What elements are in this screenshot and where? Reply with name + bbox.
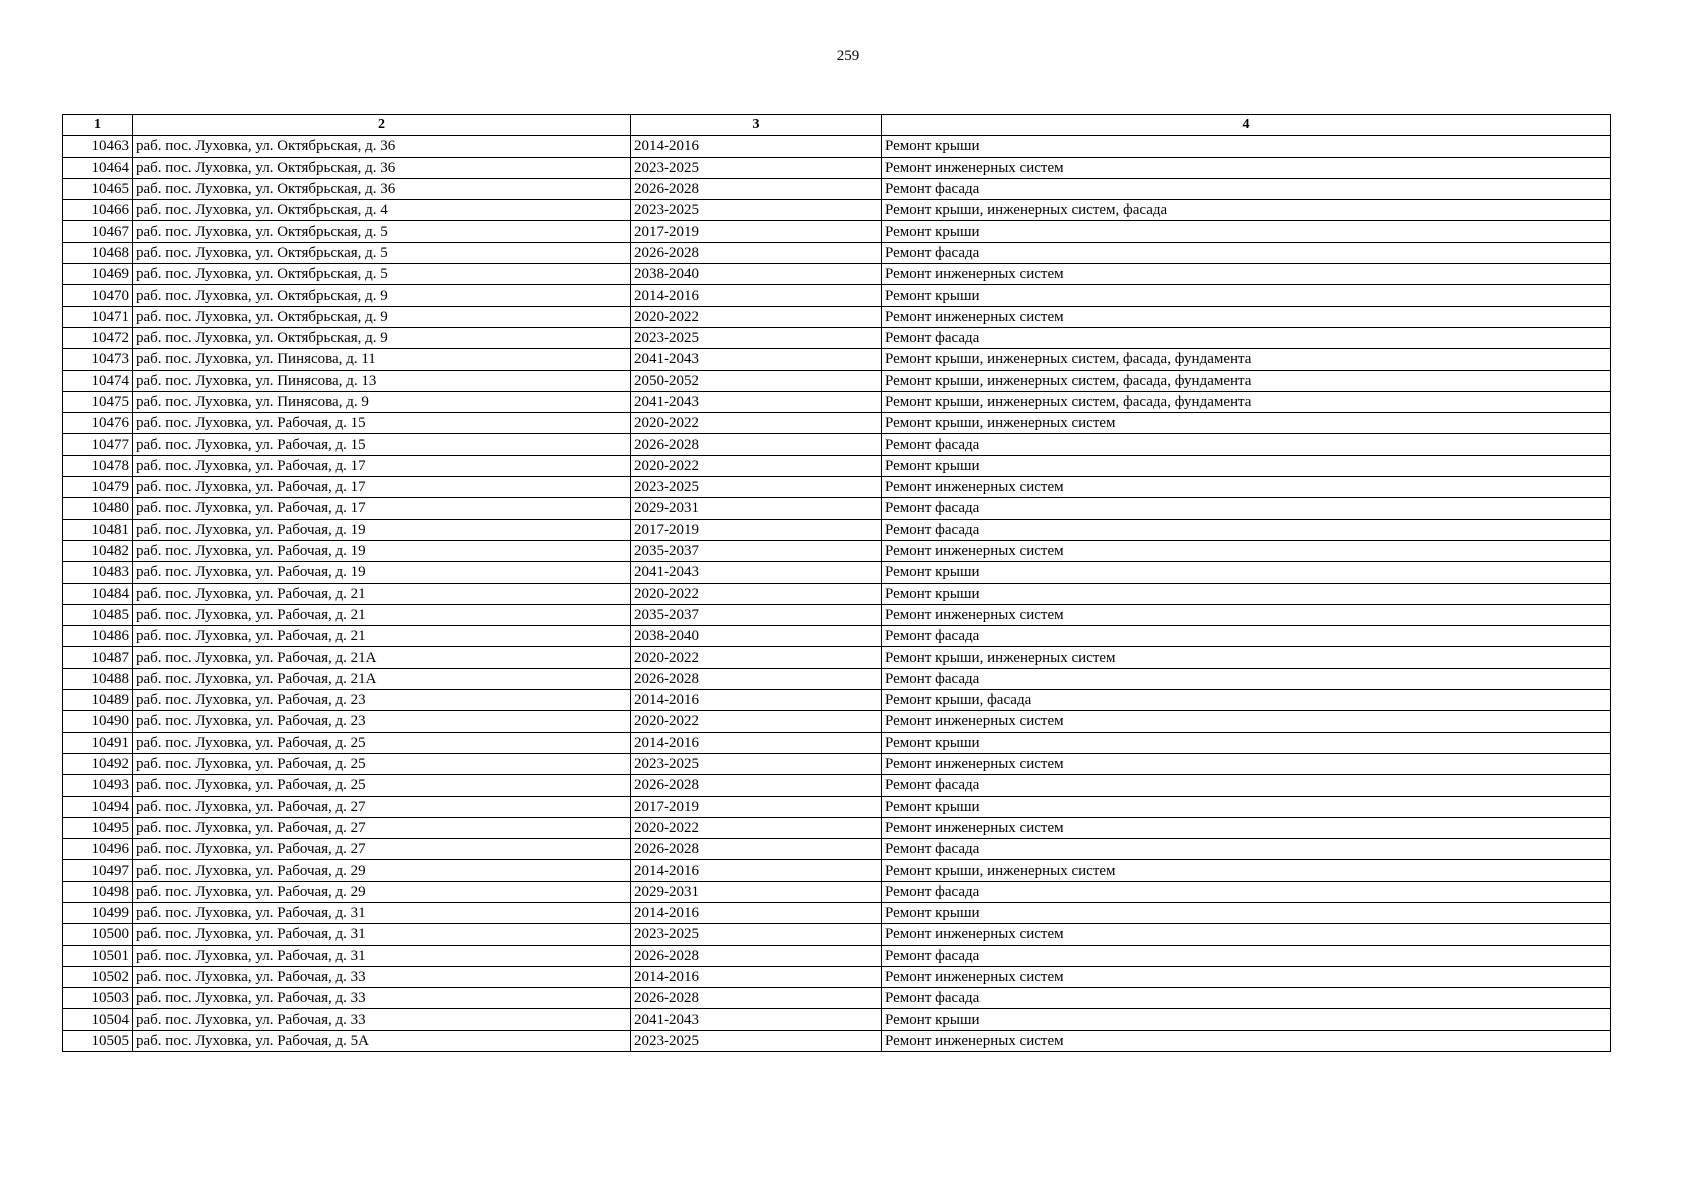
address-cell: раб. пос. Луховка, ул. Октябрьская, д. 4 bbox=[133, 200, 631, 221]
address-cell: раб. пос. Луховка, ул. Рабочая, д. 19 bbox=[133, 540, 631, 561]
work-type-cell: Ремонт фасада bbox=[882, 519, 1611, 540]
table-row bbox=[63, 902, 1611, 923]
work-type-cell: Ремонт инженерных систем bbox=[882, 264, 1611, 285]
address-cell: раб. пос. Луховка, ул. Рабочая, д. 25 bbox=[133, 753, 631, 774]
table-row bbox=[63, 711, 1611, 732]
table-row bbox=[63, 881, 1611, 902]
address-cell: раб. пос. Луховка, ул. Рабочая, д. 17 bbox=[133, 498, 631, 519]
table-row bbox=[63, 583, 1611, 604]
row-number-cell: 10490 bbox=[63, 711, 133, 732]
row-number-cell: 10488 bbox=[63, 668, 133, 689]
row-number-cell: 10474 bbox=[63, 370, 133, 391]
row-number-cell: 10473 bbox=[63, 349, 133, 370]
table-row bbox=[63, 242, 1611, 263]
address-cell: раб. пос. Луховка, ул. Рабочая, д. 29 bbox=[133, 881, 631, 902]
row-number-cell: 10497 bbox=[63, 860, 133, 881]
row-number-cell: 10476 bbox=[63, 413, 133, 434]
address-cell: раб. пос. Луховка, ул. Рабочая, д. 29 bbox=[133, 860, 631, 881]
period-cell: 2026-2028 bbox=[631, 775, 882, 796]
row-number-cell: 10480 bbox=[63, 498, 133, 519]
table-row bbox=[63, 775, 1611, 796]
row-number-cell: 10487 bbox=[63, 647, 133, 668]
work-type-cell: Ремонт крыши, фасада bbox=[882, 690, 1611, 711]
work-type-cell: Ремонт фасада bbox=[882, 775, 1611, 796]
address-cell: раб. пос. Луховка, ул. Октябрьская, д. 5 bbox=[133, 264, 631, 285]
row-number-cell: 10465 bbox=[63, 178, 133, 199]
period-cell: 2014-2016 bbox=[631, 860, 882, 881]
work-type-cell: Ремонт инженерных систем bbox=[882, 966, 1611, 987]
address-cell: раб. пос. Луховка, ул. Рабочая, д. 21 bbox=[133, 604, 631, 625]
work-type-cell: Ремонт фасада bbox=[882, 626, 1611, 647]
period-cell: 2041-2043 bbox=[631, 349, 882, 370]
row-number-cell: 10478 bbox=[63, 455, 133, 476]
row-number-cell: 10485 bbox=[63, 604, 133, 625]
work-type-cell: Ремонт инженерных систем bbox=[882, 477, 1611, 498]
table-row bbox=[63, 455, 1611, 476]
work-type-cell: Ремонт крыши bbox=[882, 455, 1611, 476]
period-cell: 2041-2043 bbox=[631, 562, 882, 583]
address-cell: раб. пос. Луховка, ул. Рабочая, д. 17 bbox=[133, 455, 631, 476]
row-number-cell: 10475 bbox=[63, 391, 133, 412]
period-cell: 2023-2025 bbox=[631, 200, 882, 221]
table-row bbox=[63, 327, 1611, 348]
table-row bbox=[63, 732, 1611, 753]
address-cell: раб. пос. Луховка, ул. Рабочая, д. 15 bbox=[133, 413, 631, 434]
table-row bbox=[63, 221, 1611, 242]
period-cell: 2014-2016 bbox=[631, 136, 882, 157]
work-type-cell: Ремонт крыши bbox=[882, 796, 1611, 817]
table-row bbox=[63, 860, 1611, 881]
work-type-cell: Ремонт крыши bbox=[882, 1009, 1611, 1030]
address-cell: раб. пос. Луховка, ул. Рабочая, д. 31 bbox=[133, 902, 631, 923]
row-number-cell: 10503 bbox=[63, 988, 133, 1009]
address-cell: раб. пос. Луховка, ул. Рабочая, д. 31 bbox=[133, 924, 631, 945]
address-cell: раб. пос. Луховка, ул. Пинясова, д. 11 bbox=[133, 349, 631, 370]
row-number-cell: 10504 bbox=[63, 1009, 133, 1030]
period-cell: 2023-2025 bbox=[631, 753, 882, 774]
column-header-4: 4 bbox=[882, 115, 1611, 136]
table-row bbox=[63, 562, 1611, 583]
table-row bbox=[63, 306, 1611, 327]
row-number-cell: 10464 bbox=[63, 157, 133, 178]
period-cell: 2017-2019 bbox=[631, 221, 882, 242]
address-cell: раб. пос. Луховка, ул. Рабочая, д. 27 bbox=[133, 796, 631, 817]
table-row bbox=[63, 668, 1611, 689]
period-cell: 2017-2019 bbox=[631, 796, 882, 817]
page-number: 259 bbox=[836, 48, 860, 64]
address-cell: раб. пос. Луховка, ул. Октябрьская, д. 36 bbox=[133, 178, 631, 199]
header-row bbox=[63, 115, 1611, 136]
address-cell: раб. пос. Луховка, ул. Рабочая, д. 31 bbox=[133, 945, 631, 966]
table-row bbox=[63, 477, 1611, 498]
work-type-cell: Ремонт крыши bbox=[882, 136, 1611, 157]
table-row bbox=[63, 966, 1611, 987]
period-cell: 2026-2028 bbox=[631, 839, 882, 860]
table-row bbox=[63, 519, 1611, 540]
address-cell: раб. пос. Луховка, ул. Рабочая, д. 33 bbox=[133, 966, 631, 987]
work-type-cell: Ремонт крыши, инженерных систем, фасада, фундамента bbox=[882, 349, 1611, 370]
repair-schedule-table bbox=[62, 114, 1611, 1052]
column-header-3: 3 bbox=[631, 115, 882, 136]
row-number-cell: 10479 bbox=[63, 477, 133, 498]
table-row bbox=[63, 1030, 1611, 1051]
work-type-cell: Ремонт крыши bbox=[882, 732, 1611, 753]
work-type-cell: Ремонт инженерных систем bbox=[882, 924, 1611, 945]
work-type-cell: Ремонт фасада bbox=[882, 668, 1611, 689]
work-type-cell: Ремонт инженерных систем bbox=[882, 157, 1611, 178]
table-row bbox=[63, 178, 1611, 199]
work-type-cell: Ремонт фасада bbox=[882, 881, 1611, 902]
row-number-cell: 10496 bbox=[63, 839, 133, 860]
address-cell: раб. пос. Луховка, ул. Пинясова, д. 9 bbox=[133, 391, 631, 412]
work-type-cell: Ремонт инженерных систем bbox=[882, 817, 1611, 838]
address-cell: раб. пос. Луховка, ул. Рабочая, д. 15 bbox=[133, 434, 631, 455]
row-number-cell: 10483 bbox=[63, 562, 133, 583]
table-row bbox=[63, 157, 1611, 178]
period-cell: 2038-2040 bbox=[631, 264, 882, 285]
work-type-cell: Ремонт фасада bbox=[882, 839, 1611, 860]
work-type-cell: Ремонт инженерных систем bbox=[882, 604, 1611, 625]
work-type-cell: Ремонт инженерных систем bbox=[882, 1030, 1611, 1051]
row-number-cell: 10494 bbox=[63, 796, 133, 817]
work-type-cell: Ремонт крыши bbox=[882, 583, 1611, 604]
address-cell: раб. пос. Луховка, ул. Рабочая, д. 5А bbox=[133, 1030, 631, 1051]
work-type-cell: Ремонт фасада bbox=[882, 945, 1611, 966]
table-row bbox=[63, 136, 1611, 157]
work-type-cell: Ремонт крыши bbox=[882, 562, 1611, 583]
table-row bbox=[63, 924, 1611, 945]
address-cell: раб. пос. Луховка, ул. Рабочая, д. 33 bbox=[133, 988, 631, 1009]
row-number-cell: 10501 bbox=[63, 945, 133, 966]
work-type-cell: Ремонт крыши, инженерных систем bbox=[882, 647, 1611, 668]
work-type-cell: Ремонт крыши, инженерных систем bbox=[882, 413, 1611, 434]
table-row bbox=[63, 753, 1611, 774]
work-type-cell: Ремонт фасада bbox=[882, 178, 1611, 199]
period-cell: 2020-2022 bbox=[631, 711, 882, 732]
period-cell: 2014-2016 bbox=[631, 966, 882, 987]
work-type-cell: Ремонт крыши, инженерных систем, фасада bbox=[882, 200, 1611, 221]
row-number-cell: 10481 bbox=[63, 519, 133, 540]
row-number-cell: 10500 bbox=[63, 924, 133, 945]
period-cell: 2035-2037 bbox=[631, 604, 882, 625]
table-body bbox=[63, 136, 1611, 1052]
period-cell: 2023-2025 bbox=[631, 924, 882, 945]
address-cell: раб. пос. Луховка, ул. Рабочая, д. 27 bbox=[133, 839, 631, 860]
table-row bbox=[63, 200, 1611, 221]
period-cell: 2050-2052 bbox=[631, 370, 882, 391]
address-cell: раб. пос. Луховка, ул. Рабочая, д. 19 bbox=[133, 519, 631, 540]
address-cell: раб. пос. Луховка, ул. Рабочая, д. 21 bbox=[133, 626, 631, 647]
period-cell: 2020-2022 bbox=[631, 583, 882, 604]
table-row bbox=[63, 647, 1611, 668]
address-cell: раб. пос. Луховка, ул. Рабочая, д. 23 bbox=[133, 690, 631, 711]
table-row bbox=[63, 370, 1611, 391]
table-row bbox=[63, 839, 1611, 860]
period-cell: 2029-2031 bbox=[631, 881, 882, 902]
address-cell: раб. пос. Луховка, ул. Рабочая, д. 17 bbox=[133, 477, 631, 498]
column-header-1: 1 bbox=[63, 115, 133, 136]
table-row bbox=[63, 264, 1611, 285]
work-type-cell: Ремонт инженерных систем bbox=[882, 753, 1611, 774]
period-cell: 2026-2028 bbox=[631, 988, 882, 1009]
row-number-cell: 10498 bbox=[63, 881, 133, 902]
period-cell: 2023-2025 bbox=[631, 327, 882, 348]
work-type-cell: Ремонт инженерных систем bbox=[882, 711, 1611, 732]
address-cell: раб. пос. Луховка, ул. Рабочая, д. 21А bbox=[133, 647, 631, 668]
address-cell: раб. пос. Луховка, ул. Рабочая, д. 25 bbox=[133, 732, 631, 753]
work-type-cell: Ремонт фасада bbox=[882, 988, 1611, 1009]
address-cell: раб. пос. Луховка, ул. Октябрьская, д. 9 bbox=[133, 327, 631, 348]
period-cell: 2014-2016 bbox=[631, 732, 882, 753]
period-cell: 2023-2025 bbox=[631, 1030, 882, 1051]
work-type-cell: Ремонт крыши, инженерных систем, фасада, фундамента bbox=[882, 370, 1611, 391]
period-cell: 2029-2031 bbox=[631, 498, 882, 519]
row-number-cell: 10495 bbox=[63, 817, 133, 838]
row-number-cell: 10470 bbox=[63, 285, 133, 306]
row-number-cell: 10471 bbox=[63, 306, 133, 327]
address-cell: раб. пос. Луховка, ул. Рабочая, д. 19 bbox=[133, 562, 631, 583]
period-cell: 2026-2028 bbox=[631, 945, 882, 966]
period-cell: 2026-2028 bbox=[631, 434, 882, 455]
row-number-cell: 10489 bbox=[63, 690, 133, 711]
work-type-cell: Ремонт крыши bbox=[882, 902, 1611, 923]
table-row bbox=[63, 604, 1611, 625]
address-cell: раб. пос. Луховка, ул. Рабочая, д. 25 bbox=[133, 775, 631, 796]
table-row bbox=[63, 540, 1611, 561]
table-row bbox=[63, 690, 1611, 711]
work-type-cell: Ремонт крыши bbox=[882, 221, 1611, 242]
period-cell: 2035-2037 bbox=[631, 540, 882, 561]
address-cell: раб. пос. Луховка, ул. Пинясова, д. 13 bbox=[133, 370, 631, 391]
period-cell: 2038-2040 bbox=[631, 626, 882, 647]
period-cell: 2020-2022 bbox=[631, 647, 882, 668]
period-cell: 2014-2016 bbox=[631, 902, 882, 923]
period-cell: 2041-2043 bbox=[631, 391, 882, 412]
work-type-cell: Ремонт крыши, инженерных систем bbox=[882, 860, 1611, 881]
table-row bbox=[63, 988, 1611, 1009]
address-cell: раб. пос. Луховка, ул. Октябрьская, д. 36 bbox=[133, 157, 631, 178]
address-cell: раб. пос. Луховка, ул. Рабочая, д. 21А bbox=[133, 668, 631, 689]
row-number-cell: 10469 bbox=[63, 264, 133, 285]
row-number-cell: 10468 bbox=[63, 242, 133, 263]
table-row bbox=[63, 349, 1611, 370]
row-number-cell: 10491 bbox=[63, 732, 133, 753]
work-type-cell: Ремонт фасада bbox=[882, 498, 1611, 519]
table-row bbox=[63, 391, 1611, 412]
period-cell: 2026-2028 bbox=[631, 178, 882, 199]
work-type-cell: Ремонт инженерных систем bbox=[882, 306, 1611, 327]
row-number-cell: 10493 bbox=[63, 775, 133, 796]
row-number-cell: 10466 bbox=[63, 200, 133, 221]
table-header bbox=[63, 115, 1611, 136]
period-cell: 2014-2016 bbox=[631, 690, 882, 711]
row-number-cell: 10499 bbox=[63, 902, 133, 923]
work-type-cell: Ремонт инженерных систем bbox=[882, 540, 1611, 561]
period-cell: 2020-2022 bbox=[631, 455, 882, 476]
row-number-cell: 10502 bbox=[63, 966, 133, 987]
period-cell: 2017-2019 bbox=[631, 519, 882, 540]
period-cell: 2026-2028 bbox=[631, 242, 882, 263]
address-cell: раб. пос. Луховка, ул. Рабочая, д. 33 bbox=[133, 1009, 631, 1030]
column-header-2: 2 bbox=[133, 115, 631, 136]
work-type-cell: Ремонт фасада bbox=[882, 327, 1611, 348]
period-cell: 2020-2022 bbox=[631, 306, 882, 327]
address-cell: раб. пос. Луховка, ул. Рабочая, д. 27 bbox=[133, 817, 631, 838]
row-number-cell: 10472 bbox=[63, 327, 133, 348]
period-cell: 2026-2028 bbox=[631, 668, 882, 689]
period-cell: 2041-2043 bbox=[631, 1009, 882, 1030]
period-cell: 2020-2022 bbox=[631, 817, 882, 838]
row-number-cell: 10484 bbox=[63, 583, 133, 604]
row-number-cell: 10505 bbox=[63, 1030, 133, 1051]
period-cell: 2023-2025 bbox=[631, 477, 882, 498]
table-row bbox=[63, 434, 1611, 455]
row-number-cell: 10467 bbox=[63, 221, 133, 242]
row-number-cell: 10482 bbox=[63, 540, 133, 561]
table-row bbox=[63, 1009, 1611, 1030]
table-row bbox=[63, 945, 1611, 966]
row-number-cell: 10477 bbox=[63, 434, 133, 455]
address-cell: раб. пос. Луховка, ул. Октябрьская, д. 36 bbox=[133, 136, 631, 157]
address-cell: раб. пос. Луховка, ул. Октябрьская, д. 9 bbox=[133, 285, 631, 306]
table-row bbox=[63, 796, 1611, 817]
period-cell: 2020-2022 bbox=[631, 413, 882, 434]
period-cell: 2023-2025 bbox=[631, 157, 882, 178]
address-cell: раб. пос. Луховка, ул. Октябрьская, д. 5 bbox=[133, 221, 631, 242]
work-type-cell: Ремонт фасада bbox=[882, 242, 1611, 263]
address-cell: раб. пос. Луховка, ул. Рабочая, д. 21 bbox=[133, 583, 631, 604]
address-cell: раб. пос. Луховка, ул. Октябрьская, д. 5 bbox=[133, 242, 631, 263]
period-cell: 2014-2016 bbox=[631, 285, 882, 306]
table-row bbox=[63, 498, 1611, 519]
row-number-cell: 10492 bbox=[63, 753, 133, 774]
address-cell: раб. пос. Луховка, ул. Рабочая, д. 23 bbox=[133, 711, 631, 732]
work-type-cell: Ремонт крыши bbox=[882, 285, 1611, 306]
row-number-cell: 10486 bbox=[63, 626, 133, 647]
table-row bbox=[63, 817, 1611, 838]
table-row bbox=[63, 285, 1611, 306]
table-row bbox=[63, 626, 1611, 647]
address-cell: раб. пос. Луховка, ул. Октябрьская, д. 9 bbox=[133, 306, 631, 327]
row-number-cell: 10463 bbox=[63, 136, 133, 157]
table-row bbox=[63, 413, 1611, 434]
work-type-cell: Ремонт крыши, инженерных систем, фасада, фундамента bbox=[882, 391, 1611, 412]
work-type-cell: Ремонт фасада bbox=[882, 434, 1611, 455]
